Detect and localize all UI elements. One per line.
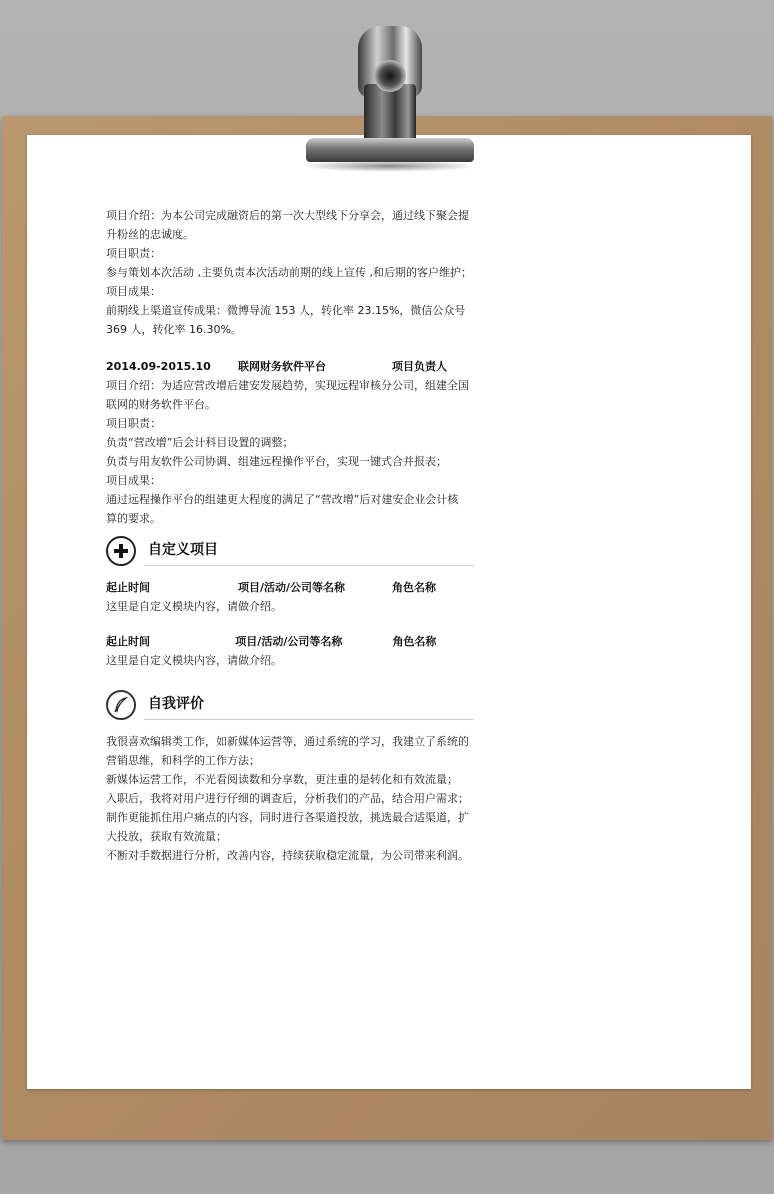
custom-section-header [106,536,474,570]
project1-result-line1: 前期线上渠道宣传成果：微博导流 153 人，转化率 23.15%，微信公众号 [106,304,466,317]
custom-entry-header [106,578,474,597]
binder-clip-icon [300,26,478,176]
custom-entry-role: 角色名称 [392,635,437,648]
project1-result-label: 项目成果： [106,285,161,298]
self-eval-line: 新媒体运营工作，不光看阅读数和分享数，更注重的是转化和有效流量； [106,773,458,786]
custom-entry-name: 项目/活动/公司等名称 [238,581,346,594]
project2-result-line1: 通过远程操作平台的组建更大程度的满足了“营改增”后对建安企业会计核 [106,493,459,506]
project2-period: 2014.09-2015.10 [106,360,211,373]
self-eval-title: 自我评价 [148,696,204,712]
self-eval-line: 不断对手数据进行分析，改善内容，持续获取稳定流量，为公司带来利润。 [106,849,469,862]
custom-entry-desc: 这里是自定义模块内容，请做介绍。 [106,654,282,667]
self-eval-line: 入职后，我将对用户进行仔细的调查后，分析我们的产品，结合用户需求； [106,792,469,805]
custom-entry-period: 起止时间 [106,581,150,594]
section-divider [144,719,474,720]
self-eval-header [106,690,474,724]
project2-intro-line1: 项目介绍：为适应营改增后建安发展趋势，实现远程审核分公司，组建全国 [106,379,469,392]
plus-circle-icon [106,536,136,566]
project2-result-line2: 算的要求。 [106,512,161,525]
custom-entry-desc: 这里是自定义模块内容，请做介绍。 [106,600,282,613]
project1-duty-label: 项目职责： [106,247,161,260]
project1-intro-line1: 项目介绍：为本公司完成融资后的第一次大型线下分享会，通过线下聚会提 [106,209,469,222]
resume-content [106,206,474,865]
project2-name: 联网财务软件平台 [238,360,326,373]
quill-pen-icon [106,690,136,720]
section-divider [144,565,474,566]
self-eval-line: 大投放，获取有效流量； [106,830,227,843]
custom-entry-header [106,632,474,651]
project1-result-line2: 369 人，转化率 16.30%。 [106,323,242,336]
self-eval-line: 我很喜欢编辑类工作，如新媒体运营等，通过系统的学习，我建立了系统的 [106,735,469,748]
custom-section-title: 自定义项目 [148,542,218,558]
project2-duty-line1: 负责“营改增”后会计科目设置的调整； [106,436,294,449]
self-eval-line: 制作更能抓住用户痛点的内容，同时进行各渠道投放，挑选最合适渠道，扩 [106,811,469,824]
custom-entry-period: 起止时间 [106,635,150,648]
project2-duty-label: 项目职责： [106,417,161,430]
project2-header [106,357,474,376]
project2-intro-line2: 联网的财务软件平台。 [106,398,216,411]
project2-role: 项目负责人 [392,360,447,373]
custom-entry-role: 角色名称 [392,581,436,594]
project1-duty-text: 参与策划本次活动 ,主要负责本次活动前期的线上宣传 ,和后期的客户维护； [106,266,472,279]
project2-result-label: 项目成果： [106,474,161,487]
project1-intro-line2: 升粉丝的忠诚度。 [106,228,194,241]
custom-entry-name: 项目/活动/公司等名称 [235,635,343,648]
self-eval-line: 营销思维，和科学的工作方法； [106,754,260,767]
project2-duty-line2: 负责与用友软件公司协调、组建远程操作平台，实现一键式合并报表； [106,455,447,468]
